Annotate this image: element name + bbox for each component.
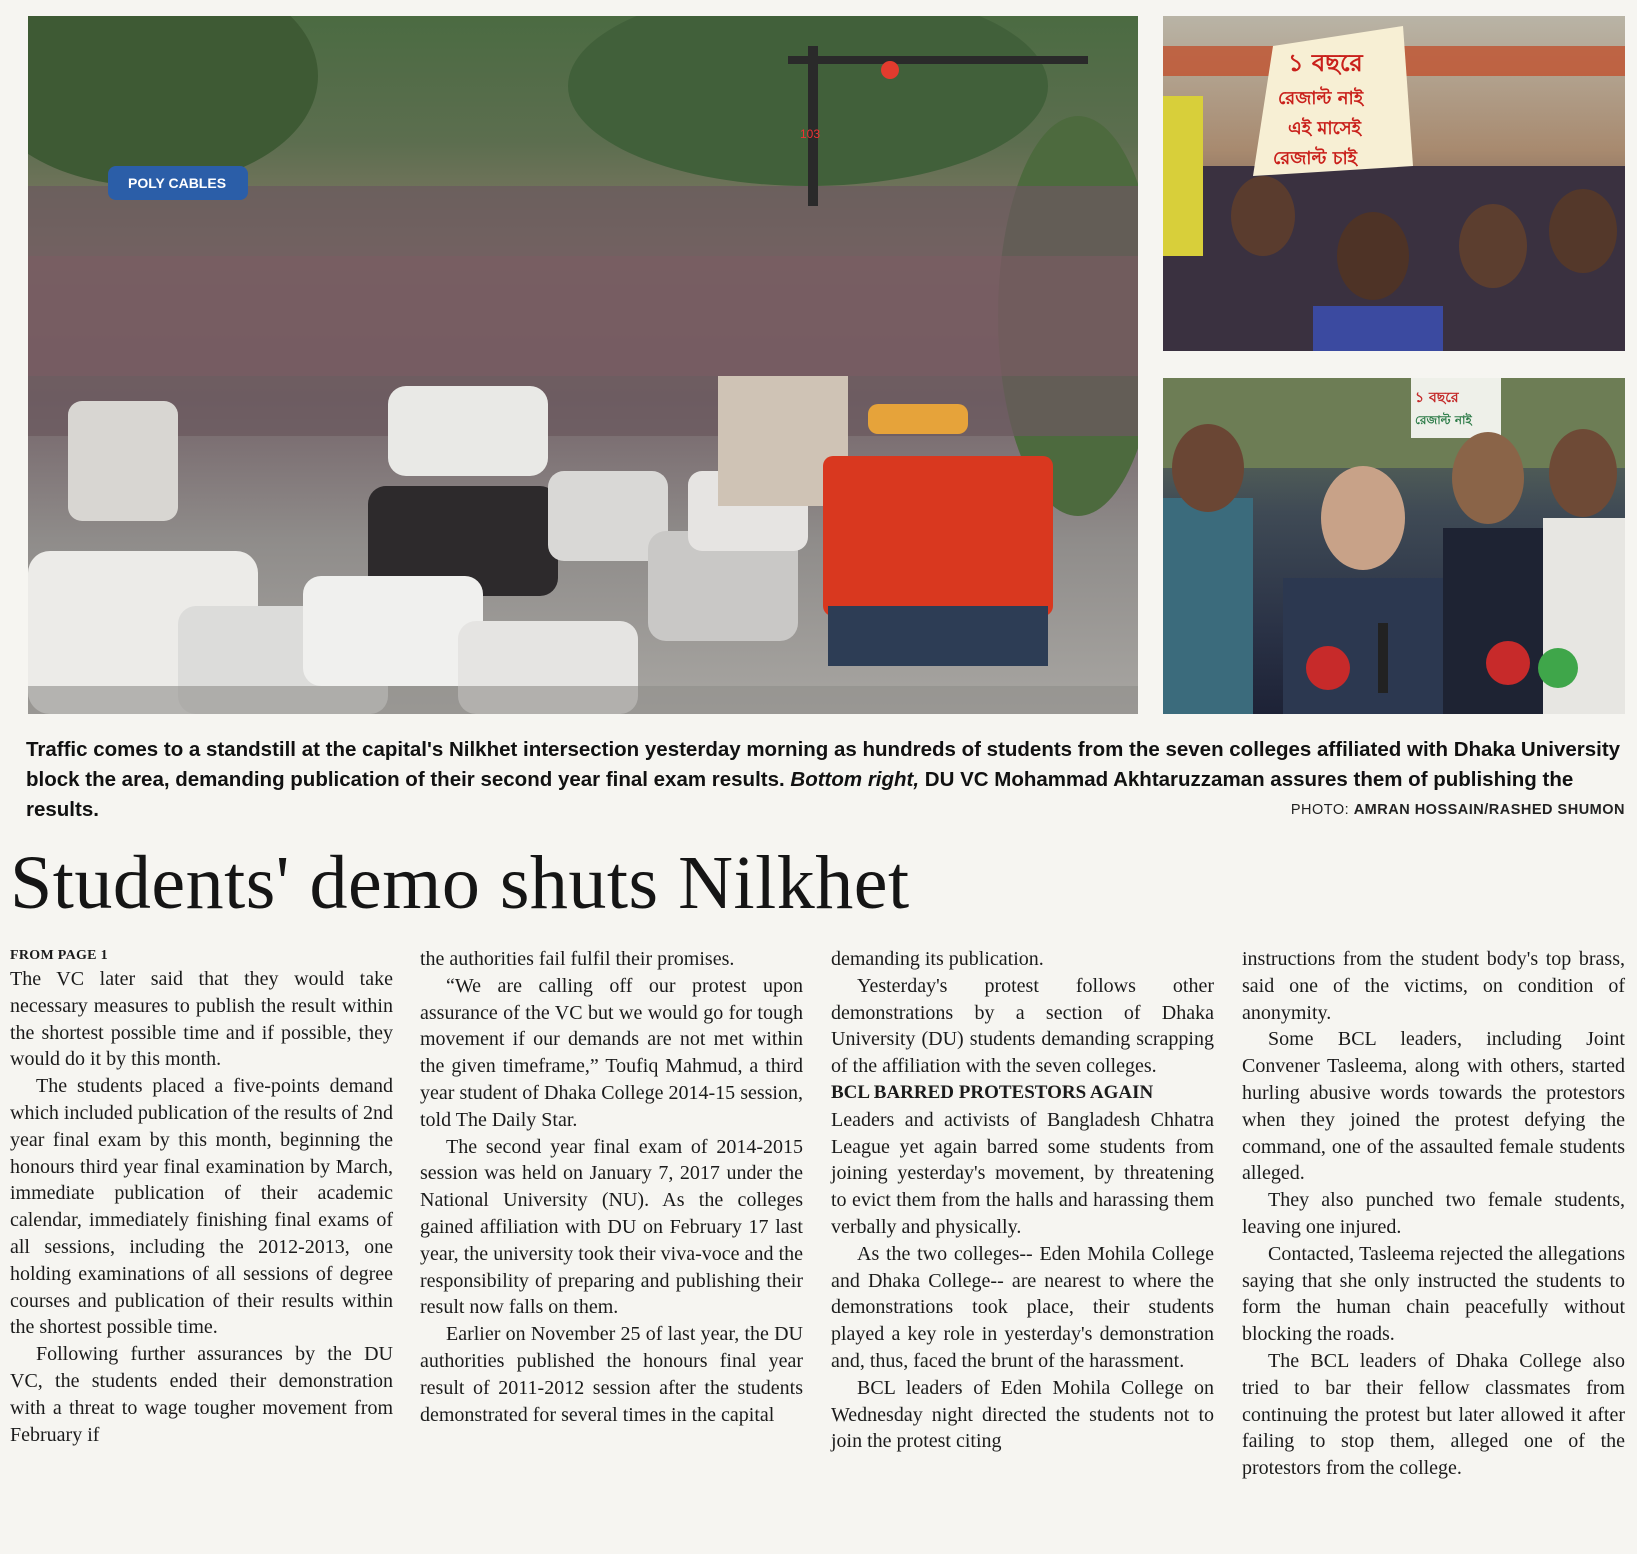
- photo-protest-placard: [1163, 16, 1625, 351]
- paragraph: Some BCL leaders, including Joint Convener Tasleema, along with others, started hurling abusive words towards the protestors when they joined the protest defying the command, one of the assaulted female students alleged.: [1242, 1028, 1625, 1185]
- headline: Students' demo shuts Nilkhet: [10, 841, 910, 925]
- article-column-1: [10, 946, 393, 1448]
- kicker: FROM PAGE 1: [10, 948, 108, 963]
- caption-text-b: DU VC Mohammad Akhtaruzzaman assures them of publishing the results.: [26, 768, 1574, 821]
- placard-line-1: ১ বছরে: [1288, 49, 1363, 77]
- paragraph: Earlier on November 25 of last year, the DU authorities published the honours final year result of 2011-2012 session after the students demonstrated for several times in the capital: [420, 1323, 803, 1426]
- paragraph: “We are calling off our protest upon assurance of the VC but we would go for tough movement if our demands are not met within the given timeframe,” Toufiq Mahmud, a third year student of Dhaka College 2014-15 session, told The Daily Star.: [420, 974, 803, 1131]
- signal-countdown: 103: [800, 127, 821, 141]
- paragraph: The VC later said that they would take necessary measures to publish the result within the shortest possible time and if possible, they would do it by this month.: [10, 968, 393, 1071]
- paragraph: They also punched two female students, leaving one injured.: [1242, 1189, 1625, 1238]
- photo-vc-speaking: [1163, 378, 1625, 714]
- paragraph: the authorities fail fulfil their promises.: [420, 948, 735, 970]
- photo-vc-speaking-illustration: [1163, 378, 1625, 714]
- article-column-2: [420, 946, 803, 1428]
- photo-nilkhet-traffic-illustration: [28, 16, 1138, 714]
- vc-placard-line-1: ১ বছরে: [1415, 390, 1459, 406]
- caption-italic: Bottom right,: [790, 768, 920, 791]
- paragraph: The second year final exam of 2014-2015 session was held on January 7, 2017 under the National University (NU). As the colleges gained affiliation with DU on February 17 last year, the university took their viva-voce and the responsibility of preparing and publishing their result now falls on them.: [420, 1135, 803, 1319]
- paragraph: Contacted, Tasleema rejected the allegations saying that she only instructed the students to form the human chain peacefully without blocking the roads.: [1242, 1242, 1625, 1346]
- article-column-3: [831, 946, 1214, 1455]
- caption-text-a: Traffic comes to a standstill at the capital's Nilkhet intersection yesterday morning as hundreds of students from the seven colleges affiliated with Dhaka University block the area, demanding publication of their second year final exam results.: [26, 738, 1621, 791]
- placard-line-4: রেজাল্ট চাই: [1273, 148, 1358, 169]
- poly-cables-sign: POLY CABLES: [128, 175, 227, 191]
- paragraph: The BCL leaders of Dhaka College also tried to bar their fellow classmates from continuing the protest but later allowed it after failing to stop them, alleged one of the protestors from the college.: [1242, 1349, 1625, 1480]
- credit-label: PHOTO:: [1290, 802, 1354, 818]
- paragraph: As the two colleges-- Eden Mohila College and Dhaka College-- are nearest to where the demonstrations took place, their students played a key role in yesterday's demonstration and, thus, faced the brunt of the harassment.: [831, 1242, 1214, 1372]
- photo-nilkhet-traffic: [28, 16, 1138, 714]
- paragraph: The students placed a five-points demand which included publication of the results of 2nd year final exam by this month, beginning the honours third year final examination by March, immediate publication of their academic calendar, immediately finishing final exams of all sessions, including the 2012-2013, one holding examinations of all sessions of degree courses and publication of their results within the shortest possible time.: [10, 1075, 393, 1339]
- paragraph: Yesterday's protest follows other demonstrations by a section of Dhaka University (DU) students demanding scrapping of the affiliation with the seven colleges.: [831, 974, 1214, 1078]
- paragraph: instructions from the student body's top brass, said one of the victims, on condition of anonymity.: [1242, 948, 1625, 1024]
- paragraph: demanding its publication.: [831, 948, 1044, 970]
- paragraph: Leaders and activists of Bangladesh Chhatra League yet again barred some students from joining yesterday's movement, by threatening to evict them from the halls and harassing them verbally and physically.: [831, 1108, 1214, 1238]
- credit-names: AMRAN HOSSAIN/RASHED SHUMON: [1353, 802, 1625, 818]
- photo-credit: [1291, 802, 1625, 818]
- placard-line-3: এই মাসেই: [1288, 118, 1362, 139]
- photo-protest-placard-illustration: [1163, 16, 1625, 351]
- paragraph: BCL leaders of Eden Mohila College on Wednesday night directed the students not to join the protest citing: [831, 1376, 1214, 1453]
- vc-placard-line-2: রেজাল্ট নাই: [1415, 413, 1472, 427]
- placard-line-2: রেজাল্ট নাই: [1278, 88, 1364, 109]
- paragraph: Following further assurances by the DU VC, the students ended their demonstration with a threat to wage tougher movement from February if: [10, 1343, 393, 1446]
- subhead: BCL BARRED PROTESTORS AGAIN: [831, 1081, 1154, 1103]
- article-column-4: [1242, 946, 1625, 1482]
